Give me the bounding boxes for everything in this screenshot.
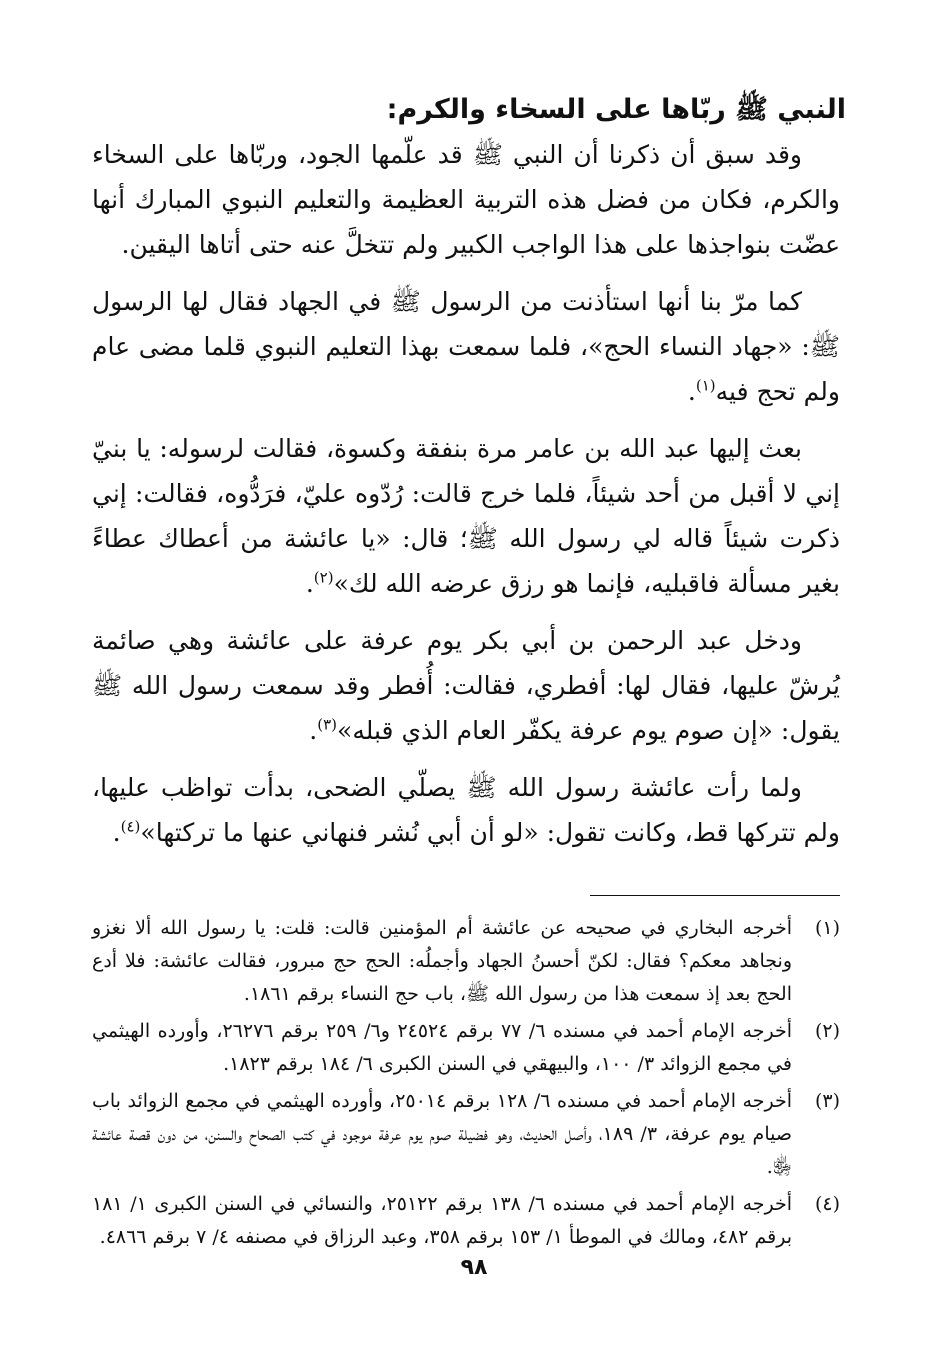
section-heading: النبي ﷺ ربّاها على السخاء والكرم: [386,94,846,125]
page-body [92,88,846,1258]
footnote-separator [590,895,840,896]
footnote-number: (٤) [814,1193,840,1215]
footnote-4 [92,1188,840,1254]
footnote-1 [92,912,840,1011]
page-number: ٩٨ [460,1255,488,1280]
body-paragraph-5: ولما رأت عائشة رسول الله ﷺ يصلّي الضحى، بدأت تواظب عليها، ولم تتركها قط، وكانت تقول: «لو أن أبي نُشر فنهاني عنها ما تركتها»$^{(٤)}$. [92,773,840,847]
paragraph-text: كما مرّ بنا أنها استأذنت من الرسول ﷺ في الجهاد فقال لها الرسول ﷺ: «جهاد النساء الحج»، فلما سمعت بهذا التعليم النبوي قلما مضى عام ولم تحج فيه [92,287,840,406]
paragraph-text: وقد سبق أن ذكرنا أن النبي ﷺ قد علّمها الجود، وربّاها على السخاء والكرم، فكان من فضل هذه التربية العظيمة والتعليم النبوي المبارك أنها عضّت بنواجذها على هذا الواجب الكبير ولم تتخلَّ عنه حتى أتاها اليقين. [92,140,840,259]
footnote-text: أخرجه الإمام أحمد في مسنده ٦/ ٧٧ برقم ٢٤٥٢٤ و٦/ ٢٥٩ برقم ٢٦٢٧٦، وأورده الهيثمي في مجمع الزوائد ٣/ ١٠٠، والبيهقي في السنن الكبرى ٦/ ١٨٤ برقم ١٨٢٣. [92,1020,792,1075]
footnote-number: (١) [814,917,840,939]
body-paragraph-2: كما مرّ بنا أنها استأذنت من الرسول ﷺ في الجهاد فقال لها الرسول ﷺ: «جهاد النساء الحج»، فلما سمعت بهذا التعليم النبوي قلما مضى عام ولم تحج فيه$^{(١)}$. [92,287,840,406]
footnote-reference[interactable]: (١) [695,376,716,395]
footnote-reference[interactable]: (٤) [120,817,141,836]
footnote-reference[interactable]: (٣) [317,715,338,734]
footnote-number: (٣) [814,1090,840,1112]
footnote-number: (٢) [814,1020,840,1042]
footnote-text: أخرجه البخاري في صحيحه عن عائشة أم المؤمنين قالت: قلت: يا رسول الله ألا نغزو ونجاهد معكم؟ فقال: لكنّ أحسنُ الجهاد وأجملُه: الحج حج مبرور، فقالت عائشة: فلا أدع الحج بعد إذ سمعت هذا من رسول الله ﷺ، باب حج النساء برقم ١٨٦١. [92,917,792,1005]
body-paragraph-3: بعث إليها عبد الله بن عامر مرة بنفقة وكسوة، فقالت لرسوله: يا بنيّ إني لا أقبل من أحد شيئاً، فلما خرج قالت: رُدّوه عليّ، فرَدُّوه، فقالت: إني ذكرت شيئاً قاله لي رسول الله ﷺ؛ قال: «يا عائشة من أعطاك عطاءً بغير مسألة فاقبليه، فإنما هو رزق عرضه الله لك»$^{(٢)}$. [92,434,840,598]
paragraph-text: ولما رأت عائشة رسول الله ﷺ يصلّي الضحى، بدأت تواظب عليها، ولم تتركها قط، وكانت تقول: «لو أن أبي نُشر فنهاني عنها ما تركتها» [92,773,840,847]
body-paragraph-4: ودخل عبد الرحمن بن أبي بكر يوم عرفة على عائشة وهي صائمة يُرشّ عليها، فقال لها: أفطري، فقالت: أُفطر وقد سمعت رسول الله ﷺ يقول: «إن صوم يوم عرفة يكفّر العام الذي قبله»$^{(٣)}$. [92,626,840,745]
paragraph-text: ودخل عبد الرحمن بن أبي بكر يوم عرفة على عائشة وهي صائمة يُرشّ عليها، فقال لها: أفطري، فقالت: أُفطر وقد سمعت رسول الله ﷺ يقول: «إن صوم يوم عرفة يكفّر العام الذي قبله» [92,626,840,745]
footnote-2 [92,1015,840,1081]
paragraph-text: بعث إليها عبد الله بن عامر مرة بنفقة وكسوة، فقالت لرسوله: يا بنيّ إني لا أقبل من أحد شيئاً، فلما خرج قالت: رُدّوه عليّ، فرَدُّوه، فقالت: إني ذكرت شيئاً قاله لي رسول الله ﷺ؛ قال: «يا عائشة من أعطاك عطاءً بغير مسألة فاقبليه، فإنما هو رزق عرضه الله لك» [92,434,840,598]
footnote-text: أخرجه الإمام أحمد في مسنده ٦/ ١٣٨ برقم ٢٥١٢٢، والنسائي في السنن الكبرى ١/ ١٨١ برقم ٤٨٢، ومالك في الموطأ ١/ ١٥٣ برقم ٣٥٨، وعبد الرزاق في مصنفه ٤/ ٧ برقم ٤٨٦٦. [92,1193,793,1248]
body-paragraph-1 [92,132,840,267]
footnote-text: أخرجه الإمام أحمد في مسنده ٦/ ١٢٨ برقم ٢٥٠١٤، وأورده الهيثمي في مجمع الزوائد باب صيام يوم عرفة، ٣/ ١٨٩، وأصل الحديث، وهو فضيلة صوم يوم عرفة موجود في كتب الصحاح والسنن، من دون قصة عائشة ﵂. [92,1090,792,1178]
footnote-3 [92,1085,840,1184]
footnote-reference[interactable]: (٢) [313,568,334,587]
